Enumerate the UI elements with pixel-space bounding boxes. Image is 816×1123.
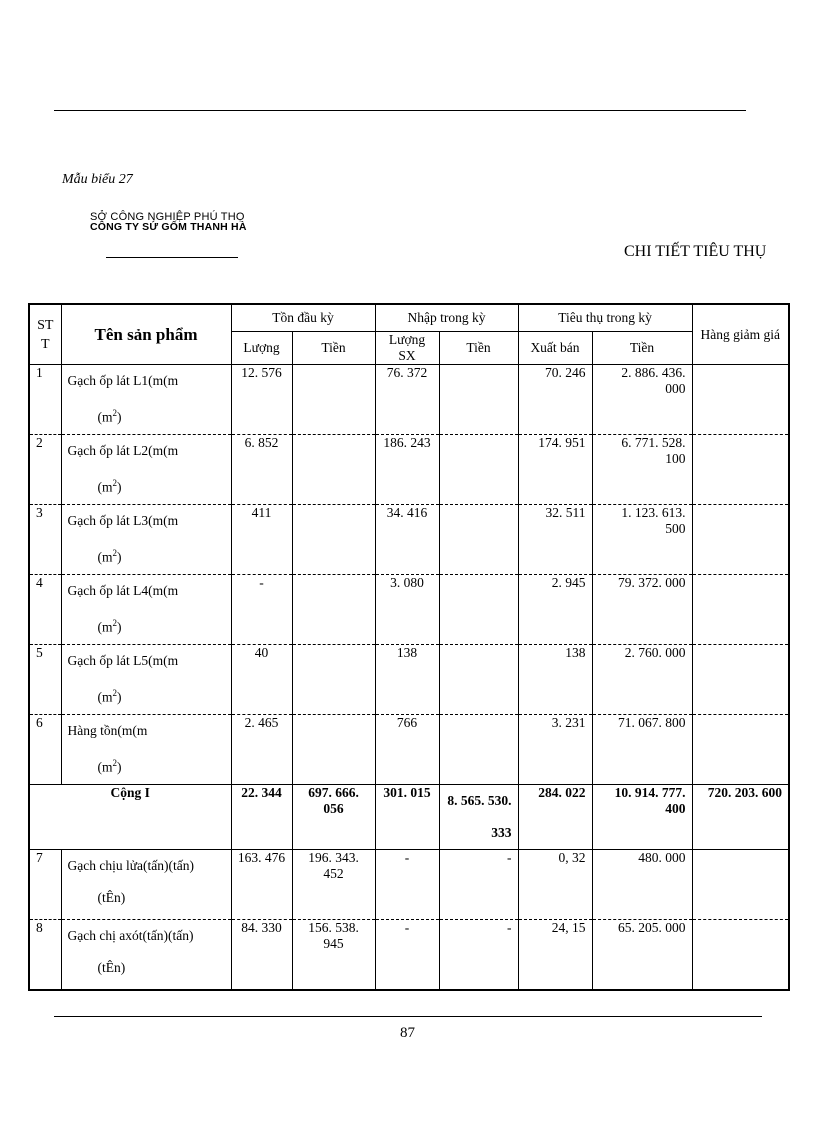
cell-open-amt [292,435,375,505]
table-row [29,920,789,991]
cell-open-qty: 411 [231,505,292,575]
cell-open-amt [292,715,375,785]
cell-product: Gạch ốp lát L1(m(m $(m^2)$ [61,365,231,435]
header-discount: Hàng giảm giá [692,304,789,365]
cell-sold-amt: 71. 067. 800 [592,715,692,785]
header-qty: Lượng [231,332,292,365]
cell-product: Gạch ốp lát L5(m(m $(m^2)$ [61,645,231,715]
cell-sold-amt: 2. 760. 000 [592,645,692,715]
table-row [29,715,789,785]
table-row [29,850,789,920]
header-amount-3: Tiền [592,332,692,365]
cell-discount [692,365,789,435]
cell-stt: 4 [29,575,61,645]
cell-stt: 1 [29,365,61,435]
sales-detail-table [28,303,790,991]
cell-open-qty: 6. 852 [231,435,292,505]
cell-open-qty: 40 [231,645,292,715]
organization-header [90,212,247,232]
cell-sold: 0, 32 [518,850,592,920]
cell-in-amt: - [439,850,518,920]
cell-discount [692,645,789,715]
cell-stt: 6 [29,715,61,785]
cell-stt: 8 [29,920,61,991]
cell-discount [692,575,789,645]
total-in-qty: 301. 015 [375,785,439,850]
header-product: Tên sản phẩm [61,304,231,365]
total-open-qty: 22. 344 [231,785,292,850]
cell-in-qty: 76. 372 [375,365,439,435]
cell-stt: 3 [29,505,61,575]
cell-open-amt: 196. 343. 452 [292,850,375,920]
cell-in-qty: - [375,850,439,920]
cell-in-amt: - [439,920,518,991]
header-opening: Tồn đầu kỳ [231,304,375,332]
total-sold-amt: 10. 914. 777. 400 [592,785,692,850]
cell-open-qty: - [231,575,292,645]
table-row [29,575,789,645]
cell-sold-amt: 1. 123. 613. 500 [592,505,692,575]
cell-discount [692,505,789,575]
total-label: Cộng I [29,785,231,850]
cell-discount [692,850,789,920]
cell-in-qty: 186. 243 [375,435,439,505]
cell-in-qty: 138 [375,645,439,715]
cell-product: Gạch chị axót(tấn)(tấn) (tÊn) [61,920,231,991]
cell-open-amt [292,575,375,645]
header-stt: ST T [29,304,61,365]
cell-in-qty: - [375,920,439,991]
table-row [29,365,789,435]
cell-sold: 32. 511 [518,505,592,575]
org-line-2: CÔNG TY SỨ GỐM THANH HÀ [90,221,247,233]
total-open-amt: 697. 666. 056 [292,785,375,850]
cell-product: Hàng tồn(m(m $(m^2)$ [61,715,231,785]
document-title: CHI TIẾT TIÊU THỤ [624,243,767,260]
header-amount-2: Tiền [439,332,518,365]
cell-sold: 70. 246 [518,365,592,435]
cell-in-qty: 766 [375,715,439,785]
cell-open-amt [292,365,375,435]
cell-in-qty: 34. 416 [375,505,439,575]
cell-discount [692,715,789,785]
cell-product: Gạch ốp lát L3(m(m $(m^2)$ [61,505,231,575]
cell-product: Gạch ốp lát L4(m(m $(m^2)$ [61,575,231,645]
total-in-amt: 8. 565. 530. 333 [439,785,518,850]
cell-in-amt [439,365,518,435]
table-row [29,435,789,505]
header-amount: Tiền [292,332,375,365]
cell-open-amt [292,645,375,715]
header-sales: Tiêu thụ trong kỳ [518,304,692,332]
cell-sold: 3. 231 [518,715,592,785]
cell-discount [692,920,789,991]
cell-stt: 7 [29,850,61,920]
page-number: 87 [400,1025,415,1041]
cell-sold-amt: 2. 886. 436. 000 [592,365,692,435]
cell-in-amt [439,645,518,715]
cell-open-qty: 84. 330 [231,920,292,991]
cell-product: Gạch chịu lửa(tấn)(tấn) (tÊn) [61,850,231,920]
cell-sold: 138 [518,645,592,715]
header-sold: Xuất bán [518,332,592,365]
table-row [29,505,789,575]
cell-open-amt [292,505,375,575]
cell-discount [692,435,789,505]
cell-in-amt [439,575,518,645]
cell-open-qty: 163. 476 [231,850,292,920]
cell-in-amt [439,435,518,505]
cell-sold: 2. 945 [518,575,592,645]
cell-open-qty: 12. 576 [231,365,292,435]
cell-in-amt [439,715,518,785]
cell-stt: 5 [29,645,61,715]
cell-sold-amt: 65. 205. 000 [592,920,692,991]
header-inflow: Nhập trong kỳ [375,304,518,332]
cell-open-amt: 156. 538. 945 [292,920,375,991]
org-underline [106,257,238,258]
cell-open-qty: 2. 465 [231,715,292,785]
cell-sold-amt: 480. 000 [592,850,692,920]
cell-product: Gạch ốp lát L2(m(m $(m^2)$ [61,435,231,505]
cell-sold: 174. 951 [518,435,592,505]
table-row [29,645,789,715]
cell-in-amt [439,505,518,575]
header-qty-sx: Lượng SX [375,332,439,365]
bottom-rule [54,1016,762,1017]
cell-sold-amt: 79. 372. 000 [592,575,692,645]
cell-sold: 24, 15 [518,920,592,991]
top-rule [54,110,746,111]
total-row [29,785,789,850]
form-label: Mẫu biểu 27 [62,172,133,187]
cell-in-qty: 3. 080 [375,575,439,645]
total-discount: 720. 203. 600 [692,785,789,850]
total-sold: 284. 022 [518,785,592,850]
org-line-1: SỞ CÔNG NGHIỆP PHÚ THỌ [90,211,245,223]
cell-sold-amt: 6. 771. 528. 100 [592,435,692,505]
cell-stt: 2 [29,435,61,505]
